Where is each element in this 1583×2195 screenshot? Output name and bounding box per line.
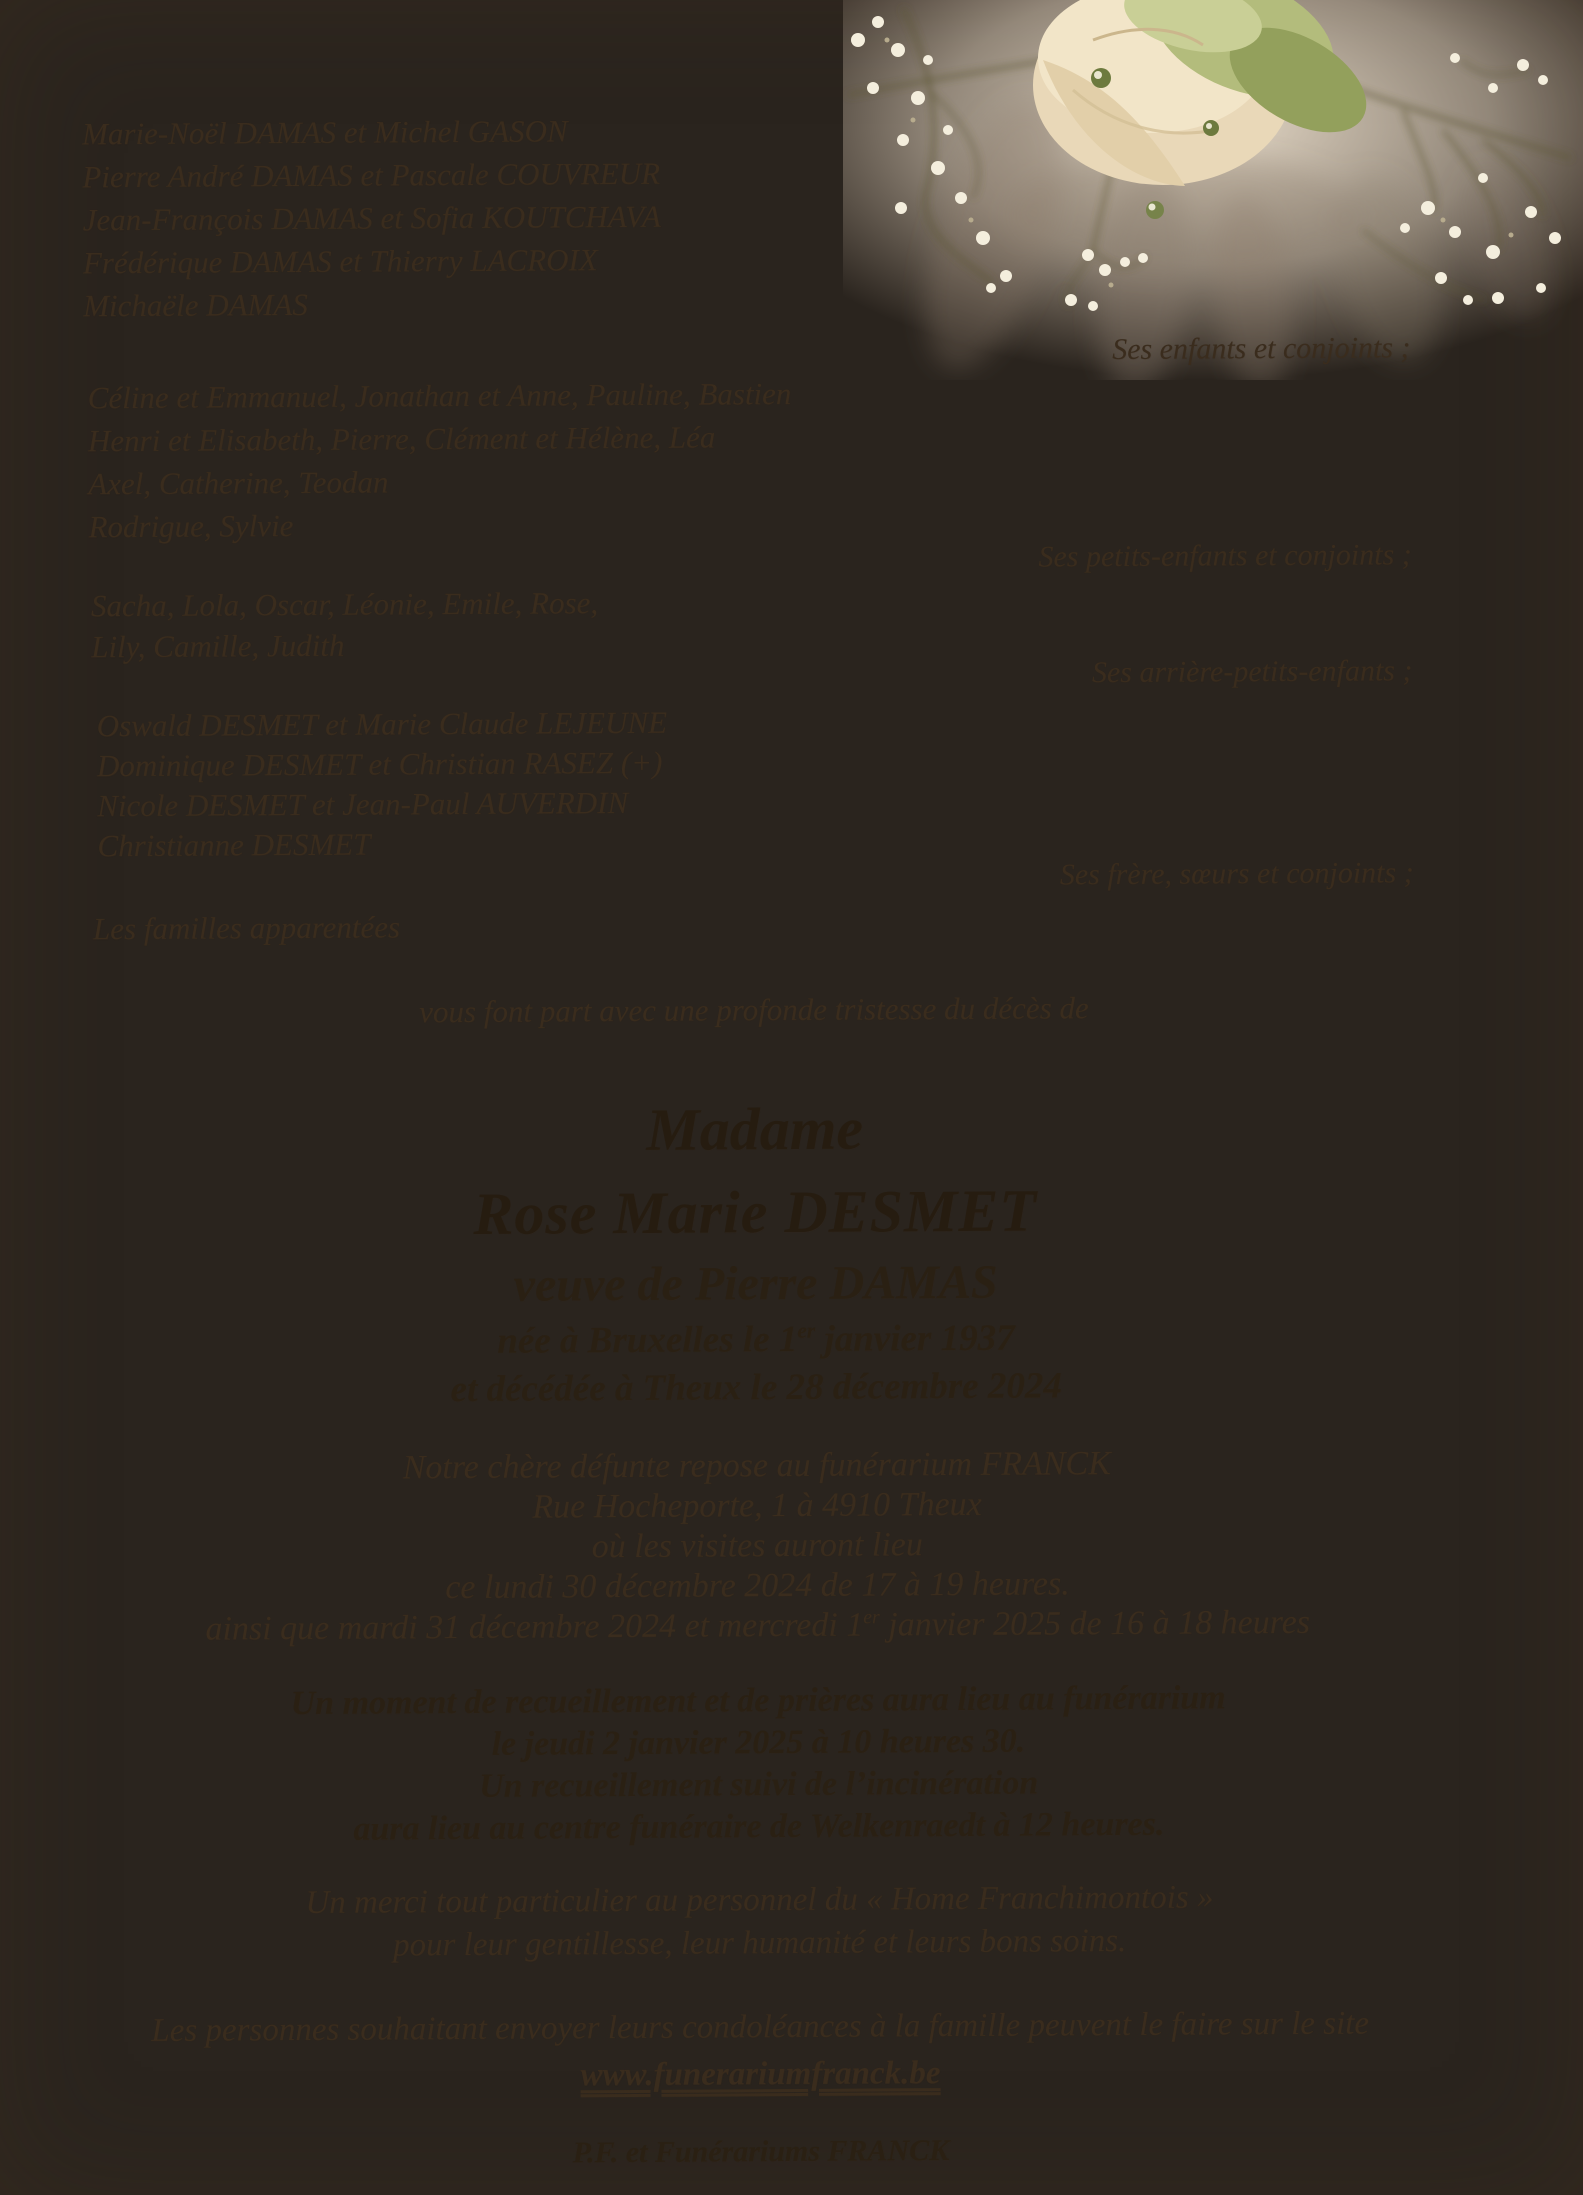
mourner-line: Marie-Noël DAMAS et Michel GASON <box>81 113 568 152</box>
mourner-line: Céline et Emmanuel, Jonathan et Anne, Pauline, Bastien <box>87 375 792 416</box>
siblings-names <box>97 703 668 866</box>
website-url[interactable]: www.funerariumfranck.be <box>580 2055 941 2094</box>
thanks-line: Un merci tout particulier au personnel du « Home Franchimontois » <box>305 1879 1214 1921</box>
website-link[interactable] <box>6 2051 1583 2098</box>
mourner-line: Henri et Elisabeth, Pierre, Clément et Hélène, Léa <box>87 419 716 459</box>
deceased-title: Madame <box>646 1095 864 1163</box>
mourner-line: Frédérique DAMAS et Thierry LACROIX <box>82 242 598 281</box>
visitation-line: où les visites auront lieu <box>591 1526 923 1566</box>
visitation-text: ainsi que mardi 31 décembre 2024 et mercredi 1 <box>205 1606 864 1648</box>
condolences-line: Les personnes souhaitant envoyer leurs condoléances à la famille peuvent le faire sur le site <box>151 2005 1370 2049</box>
birth-text: née à Bruxelles le 1 <box>497 1318 798 1362</box>
death-line: et décédée à Theux le 28 décembre 2024 <box>450 1365 1063 1411</box>
mourner-line: Nicole DESMET et Jean-Paul AUVERDIN <box>97 784 629 824</box>
family-label-children: Ses enfants et conjoints ; <box>1112 331 1411 367</box>
visitation-paragraph <box>2 1441 1583 1651</box>
announcement-line: vous font part avec une profonde tristesse du décès de <box>419 990 1089 1030</box>
mourner-line: Christianne DESMET <box>97 826 371 864</box>
thanks-line: pour leur gentillesse, leur humanité et leurs bons soins. <box>392 1922 1127 1964</box>
deceased-name: Rose Marie DESMET <box>473 1177 1038 1247</box>
ceremony-line: aura lieu au centre funéraire de Welkenraedt à 12 heures. <box>353 1805 1165 1848</box>
birth-line <box>1 1313 1583 1366</box>
ceremony-line: Un recueillement suivi de l’incinération <box>479 1764 1039 1805</box>
ceremony-line: le jeudi 2 janvier 2025 à 10 heures 30. <box>491 1722 1026 1763</box>
mourner-line: Oswald DESMET et Marie Claude LEJEUNE <box>96 704 668 744</box>
mourner-line: Axel, Catherine, Teodan <box>88 464 389 502</box>
ceremony-paragraph <box>4 1675 1583 1853</box>
visitation-line: Rue Hocheporte, 1 à 4910 Theux <box>532 1485 982 1526</box>
footer-line: P.F. et Funérariums FRANCK <box>572 2134 950 2170</box>
great-grandchildren-names <box>91 582 599 667</box>
mourner-line: Sacha, Lola, Oscar, Léonie, Emile, Rose, <box>90 585 599 624</box>
grandchildren-names <box>88 372 793 548</box>
widow-line: veuve de Pierre DAMAS <box>513 1255 998 1312</box>
family-label-siblings: Ses frère, sœurs et conjoints ; <box>1059 856 1414 892</box>
visitation-line: ce lundi 30 décembre 2024 de 17 à 19 heures. <box>445 1565 1070 1607</box>
birth-text-end: janvier 1937 <box>815 1317 1015 1360</box>
children-names <box>82 109 661 328</box>
family-label-great-grandchildren: Ses arrière-petits-enfants ; <box>1091 654 1413 690</box>
mourner-line: Rodrigue, Sylvie <box>88 508 294 545</box>
mourner-line: Pierre André DAMAS et Pascale COUVREUR <box>82 155 661 195</box>
ceremony-line: Un moment de recueillement et de prières aura lieu au funérarium <box>290 1679 1226 1723</box>
visitation-line: Notre chère défunte repose au funérarium FRANCK <box>402 1445 1111 1487</box>
family-label-grandchildren: Ses petits-enfants et conjoints ; <box>1038 538 1412 574</box>
mourner-line: Dominique DESMET et Christian RASEZ (+) <box>96 744 663 784</box>
mourner-line: Lily, Camille, Judith <box>91 627 345 665</box>
visitation-text-end: janvier 2025 de 16 à 18 heures <box>879 1603 1311 1644</box>
ordinal-sup: er <box>797 1318 816 1343</box>
related-families-line: Les familles apparentées <box>92 909 401 947</box>
ordinal-sup: er <box>863 1606 880 1629</box>
thanks-paragraph <box>5 1874 1583 1970</box>
visitation-line <box>3 1602 1512 1651</box>
mourner-line: Michaële DAMAS <box>83 286 308 324</box>
mourner-line: Jean-François DAMAS et Sofia KOUTCHAVA <box>82 198 661 238</box>
